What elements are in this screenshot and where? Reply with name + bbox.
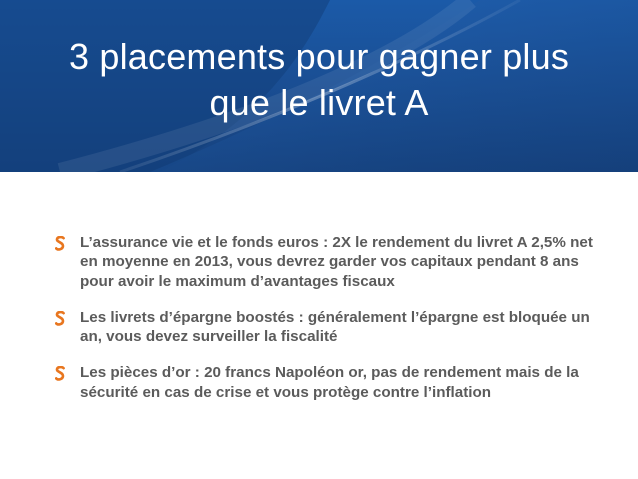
bullet-text: Les livrets d’épargne boostés : généralement l’épargne est bloquée un an, vous devez surveiller la fiscalité <box>80 308 590 346</box>
bullet-item <box>38 363 598 402</box>
s-swirl-bullet-icon <box>55 236 65 251</box>
title-banner <box>0 0 638 172</box>
title-line-1: 3 placements pour gagner plus <box>68 36 570 77</box>
title-line-2: que le livret A <box>209 82 429 123</box>
bullet-list <box>38 233 598 419</box>
slide-title <box>20 34 618 126</box>
s-swirl-bullet-icon <box>55 311 65 326</box>
bullet-item <box>38 233 598 291</box>
bullet-text: Les pièces d’or : 20 francs Napoléon or, pas de rendement mais de la sécurité en cas de crise et vous protège contre l’inflation <box>80 364 579 401</box>
bullet-text: L’assurance vie et le fonds euros : 2X le rendement du livret A 2,5% net en moyenne en 2013, vous devrez garder vos capitaux pendant 8 ans pour avoir le maximum d’avantages fiscaux <box>80 234 593 290</box>
s-swirl-bullet-icon <box>55 366 65 381</box>
bullet-item <box>38 308 598 347</box>
